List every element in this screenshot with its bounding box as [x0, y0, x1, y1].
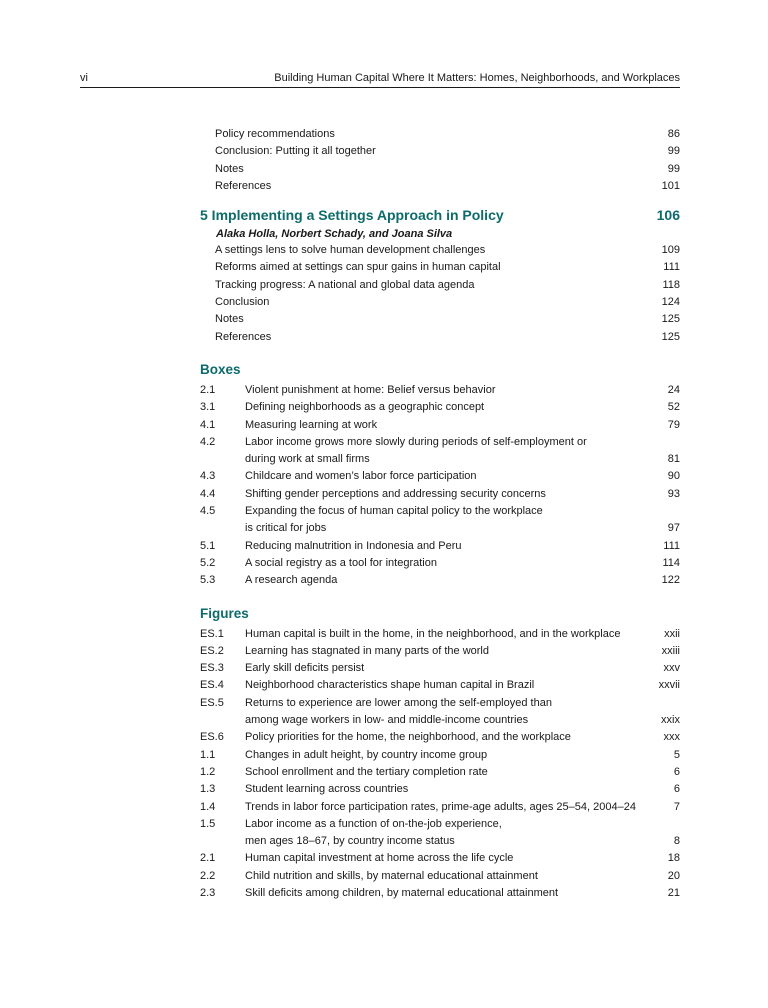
box-title-continued: is critical for jobs: [245, 522, 327, 535]
toc-entry-label: Notes: [215, 162, 244, 175]
figure-page: xxv: [663, 662, 680, 675]
page-number: vi: [80, 72, 88, 84]
box-title: Defining neighborhoods as a geographic concept: [245, 401, 485, 414]
figure-number: 2.3: [200, 886, 216, 899]
toc-entry[interactable]: [200, 161, 680, 178]
box-title: A research agenda: [245, 574, 338, 587]
figure-entry-continued[interactable]: [200, 712, 680, 729]
toc-entry[interactable]: [200, 259, 680, 276]
figure-title-continued: among wage workers in low- and middle-income countries: [245, 714, 529, 727]
box-number: 5.1: [200, 539, 216, 552]
figure-number: 2.2: [200, 869, 216, 882]
figure-entry[interactable]: [200, 799, 680, 816]
figure-entry[interactable]: [200, 660, 680, 677]
toc-entry-label: Notes: [215, 313, 244, 326]
box-page: 90: [667, 470, 680, 483]
toc-entry-page: 124: [661, 296, 680, 309]
figure-entry[interactable]: [200, 695, 680, 712]
toc-entry[interactable]: [200, 294, 680, 311]
table-of-contents: [200, 126, 680, 902]
box-title-continued: during work at small firms: [245, 453, 370, 466]
box-entry[interactable]: [200, 538, 680, 555]
figure-title: Neighborhood characteristics shape human capital in Brazil: [245, 679, 535, 692]
figure-page: xxii: [664, 627, 680, 640]
figure-title: Child nutrition and skills, by maternal educational attainment: [245, 869, 538, 882]
figure-number: ES.3: [200, 662, 224, 675]
chapter-page: 106: [656, 207, 680, 224]
toc-entry-page: 86: [667, 128, 680, 140]
toc-entry-label: References: [215, 330, 272, 343]
box-entry[interactable]: [200, 434, 680, 451]
box-entry[interactable]: [200, 399, 680, 416]
toc-entry[interactable]: [200, 277, 680, 294]
figure-title: Student learning across countries: [245, 783, 409, 796]
toc-entry[interactable]: [200, 311, 680, 328]
figure-number: 1.5: [200, 817, 216, 830]
figure-number: 1.1: [200, 748, 216, 761]
box-entry[interactable]: [200, 555, 680, 572]
toc-entry-label: References: [215, 179, 272, 192]
toc-entry-page: 101: [661, 179, 680, 192]
figures-heading: Figures: [200, 605, 249, 621]
running-header: [80, 72, 680, 88]
box-number: 5.3: [200, 574, 216, 587]
figure-title: Changes in adult height, by country income group: [245, 748, 488, 761]
figure-number: 1.3: [200, 783, 216, 796]
box-page: 97: [667, 522, 680, 535]
figure-number: ES.2: [200, 644, 224, 657]
figure-number: 2.1: [200, 852, 216, 865]
chapter-authors: Alaka Holla, Norbert Schady, and Joana Silva: [216, 228, 453, 241]
box-entry[interactable]: [200, 503, 680, 520]
box-number: 4.3: [200, 470, 216, 483]
figure-title: Skill deficits among children, by maternal educational attainment: [245, 886, 559, 899]
box-number: 4.2: [200, 435, 216, 448]
toc-entry-page: 99: [667, 162, 680, 175]
box-page: 79: [667, 418, 680, 431]
box-entry[interactable]: [200, 417, 680, 434]
figure-entry[interactable]: [200, 816, 680, 833]
figure-title: Human capital is built in the home, in the neighborhood, and in the workplace: [245, 627, 621, 640]
figure-entry[interactable]: [200, 781, 680, 798]
box-entry-continued[interactable]: [200, 451, 680, 468]
figure-number: 1.2: [200, 765, 216, 778]
box-number: 4.4: [200, 487, 216, 500]
figure-page: xxvii: [658, 679, 680, 692]
figure-title: Human capital investment at home across the life cycle: [245, 852, 514, 865]
toc-entry[interactable]: [200, 329, 680, 346]
toc-entry-page: 99: [667, 145, 680, 158]
toc-entry-page: 125: [661, 330, 680, 343]
figure-page: xxx: [663, 731, 680, 744]
toc-entry-page: 109: [661, 244, 680, 257]
toc-entry[interactable]: [200, 126, 680, 143]
figure-title: Early skill deficits persist: [245, 662, 365, 675]
toc-entry-page: 118: [662, 278, 680, 291]
box-title: Expanding the focus of human capital policy to the workplace: [245, 505, 543, 518]
figure-number: ES.4: [200, 679, 224, 692]
figure-title: Returns to experience are lower among the self-employed than: [245, 696, 552, 709]
box-entry[interactable]: [200, 486, 680, 503]
toc-entry-label: Conclusion: Putting it all together: [215, 145, 376, 158]
chapter-title: 5 Implementing a Settings Approach in Policy: [200, 207, 504, 224]
toc-entry-page: 111: [663, 261, 680, 274]
chapter-5-heading[interactable]: [200, 204, 680, 226]
figure-number: ES.6: [200, 731, 224, 744]
toc-entry-label: Policy recommendations: [215, 128, 335, 140]
figure-entry[interactable]: [200, 626, 680, 643]
toc-entry-page: 125: [661, 313, 680, 326]
toc-entry-label: Reforms aimed at settings can spur gains in human capital: [215, 261, 501, 274]
figure-title: Policy priorities for the home, the neighborhood, and the workplace: [245, 731, 571, 744]
figure-page: 8: [673, 835, 680, 848]
figure-entry[interactable]: [200, 643, 680, 660]
box-title: Reducing malnutrition in Indonesia and Peru: [245, 539, 462, 552]
chapter-5-sections: [200, 242, 680, 346]
box-number: 5.2: [200, 556, 216, 569]
figure-entry[interactable]: [200, 764, 680, 781]
boxes-list: [200, 382, 680, 590]
box-page: 122: [661, 574, 680, 587]
chapter-4-tail: [200, 126, 680, 195]
figure-entry[interactable]: [200, 885, 680, 902]
box-number: 4.1: [200, 418, 216, 431]
figure-number: ES.1: [200, 627, 224, 640]
figure-entry[interactable]: [200, 868, 680, 885]
toc-entry[interactable]: [200, 178, 680, 195]
figure-page: 6: [673, 765, 680, 778]
box-entry-continued[interactable]: [200, 520, 680, 537]
box-page: 111: [663, 539, 680, 552]
figure-page: 18: [667, 852, 680, 865]
figure-page: 20: [667, 869, 680, 882]
figure-page: 5: [673, 748, 680, 761]
box-entry[interactable]: [200, 382, 680, 399]
box-number: 2.1: [200, 383, 216, 396]
running-title: Building Human Capital Where It Matters: Homes, Neighborhoods, and Workplaces: [274, 72, 680, 84]
toc-entry[interactable]: [200, 242, 680, 259]
box-entry[interactable]: [200, 572, 680, 589]
figure-page: 7: [673, 800, 680, 813]
figure-page: xxix: [661, 714, 680, 727]
figures-list: [200, 626, 680, 903]
figure-page: 6: [673, 783, 680, 796]
box-page: 24: [667, 383, 680, 396]
box-title: Shifting gender perceptions and addressing security concerns: [245, 487, 546, 500]
figure-number: ES.5: [200, 696, 224, 709]
figure-entry[interactable]: [200, 677, 680, 694]
figure-entry-continued[interactable]: [200, 833, 680, 850]
figure-title: Trends in labor force participation rates, prime-age adults, ages 25–54, 2004–24: [245, 800, 636, 813]
box-title: Labor income grows more slowly during periods of self-employment or: [245, 435, 587, 448]
box-page: 93: [667, 487, 680, 500]
toc-entry-label: Conclusion: [215, 296, 270, 309]
figure-title: Labor income as a function of on-the-job experience,: [245, 817, 502, 830]
box-title: Measuring learning at work: [245, 418, 378, 431]
box-title: Violent punishment at home: Belief versus behavior: [245, 383, 496, 396]
box-title: Childcare and women’s labor force participation: [245, 470, 477, 483]
figure-title-continued: men ages 18–67, by country income status: [245, 835, 455, 848]
box-page: 114: [662, 556, 680, 569]
figure-entry[interactable]: [200, 729, 680, 746]
toc-entry-label: A settings lens to solve human development challenges: [215, 244, 486, 257]
box-page: 52: [667, 401, 680, 414]
toc-entry-label: Tracking progress: A national and global data agenda: [215, 278, 475, 291]
figure-entry[interactable]: [200, 850, 680, 867]
figure-page: xxiii: [661, 644, 680, 657]
figure-title: School enrollment and the tertiary completion rate: [245, 765, 488, 778]
boxes-heading: Boxes: [200, 361, 241, 377]
box-page: 81: [667, 453, 680, 466]
toc-entry[interactable]: [200, 143, 680, 160]
box-number: 4.5: [200, 505, 216, 518]
box-number: 3.1: [200, 401, 216, 414]
figure-number: 1.4: [200, 800, 216, 813]
figure-entry[interactable]: [200, 747, 680, 764]
box-entry[interactable]: [200, 468, 680, 485]
box-title: A social registry as a tool for integration: [245, 556, 437, 569]
figure-title: Learning has stagnated in many parts of the world: [245, 644, 489, 657]
figure-page: 21: [667, 886, 680, 899]
